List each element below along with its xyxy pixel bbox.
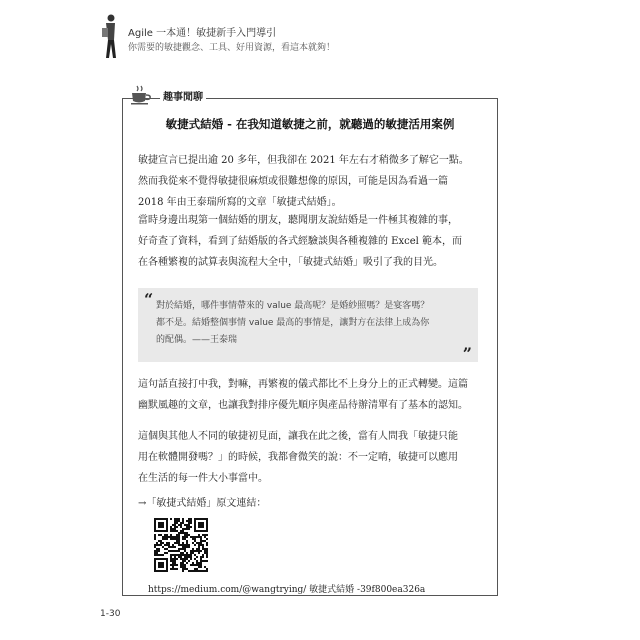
paragraph-3: 這句話直接打中我，對嘛，再繁複的儀式都比不上身分上的正式轉變。這篇 幽默風趣的文章，也讓我對排序優先順序與產品待辦清單有了基本的認知。 <box>138 379 468 411</box>
coffee-cup-icon <box>130 84 152 106</box>
close-quote-icon: ” <box>462 344 472 363</box>
header-subtitle: 你需要的敏捷觀念、工具、好用資源，看這本就夠！ <box>128 43 336 53</box>
qr-code-icon[interactable] <box>154 518 208 572</box>
open-quote-icon: “ <box>144 290 154 309</box>
quote-block <box>138 288 478 362</box>
section-label: 趣事閒聊 <box>160 88 206 103</box>
paragraph-4: 這個與其他人不同的敏捷初見面，讓我在此之後，當有人問我「敏捷只能 用在軟體開發嗎？」的時候，我都會微笑的說：不一定唷，敏捷可以應用 在生活的每一件大小事當中。 <box>138 431 458 484</box>
page-header <box>0 0 640 60</box>
paragraph-2: 當時身邊出現第一個結婚的朋友，聽聞朋友說結婚是一件極其複雜的事， 好奇查了資料，看到了結婚版的各式經驗談與各種複雜的 Excel 範本，而 在各種繁複的試算表與流程大全中，「敏捷式結婚」吸引了我的目光。 <box>138 215 463 268</box>
link-label: →「敏捷式結婚」原文連結： <box>138 498 267 509</box>
quote-text: 對於結婚，哪件事情帶來的 value 最高呢？是婚紗照嗎？是宴客嗎？ 都不是。結婚整個事情 value 最高的事情是，讓對方在法律上成為你 的配偶。——王泰瑞 <box>156 301 430 345</box>
header-title: Agile 一本通！敏捷新手入門導引 <box>128 28 277 39</box>
paragraph-1: 敏捷宣言已提出逾 20 多年，但我卻在 2021 年左右才稍微多了解它一點。 然而我從來不覺得敏捷很麻煩或很難想像的原因，可能是因為看過一篇 2018 年由王泰瑞所寫的文章「敏捷式結婚」。 <box>138 155 469 208</box>
section-title: 敏捷式結婚 - 在我知道敏捷之前，就聽過的敏捷活用案例 <box>165 117 455 131</box>
walking-man-icon <box>100 14 120 60</box>
article-url[interactable]: https://medium.com/@wangtrying/ 敏捷式結婚 -39f800ea326a <box>148 585 426 595</box>
page-number: 1-30 <box>100 609 121 619</box>
